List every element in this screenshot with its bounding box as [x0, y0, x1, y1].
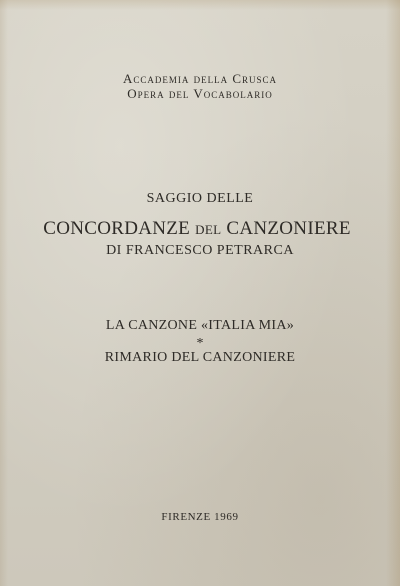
subtitle-line-2: RIMARIO DEL CANZONIERE	[104, 350, 296, 365]
publisher-line-2: Opera del Vocabolario	[127, 86, 273, 101]
asterisk-separator: *	[196, 336, 204, 351]
title-line-3: DI FRANCESCO PETRARCA	[106, 243, 294, 258]
imprint: FIRENZE 1969	[161, 511, 239, 523]
publisher-line-1: Accademia della Crusca	[122, 71, 278, 86]
subtitle-line-1: LA CANZONE «ITALIA MIA»	[105, 318, 295, 333]
title-line-1: SAGGIO DELLE	[146, 191, 254, 206]
paper-edge-top	[0, 0, 400, 10]
title-line-2: CONCORDANZE del CANZONIERE	[43, 218, 351, 239]
